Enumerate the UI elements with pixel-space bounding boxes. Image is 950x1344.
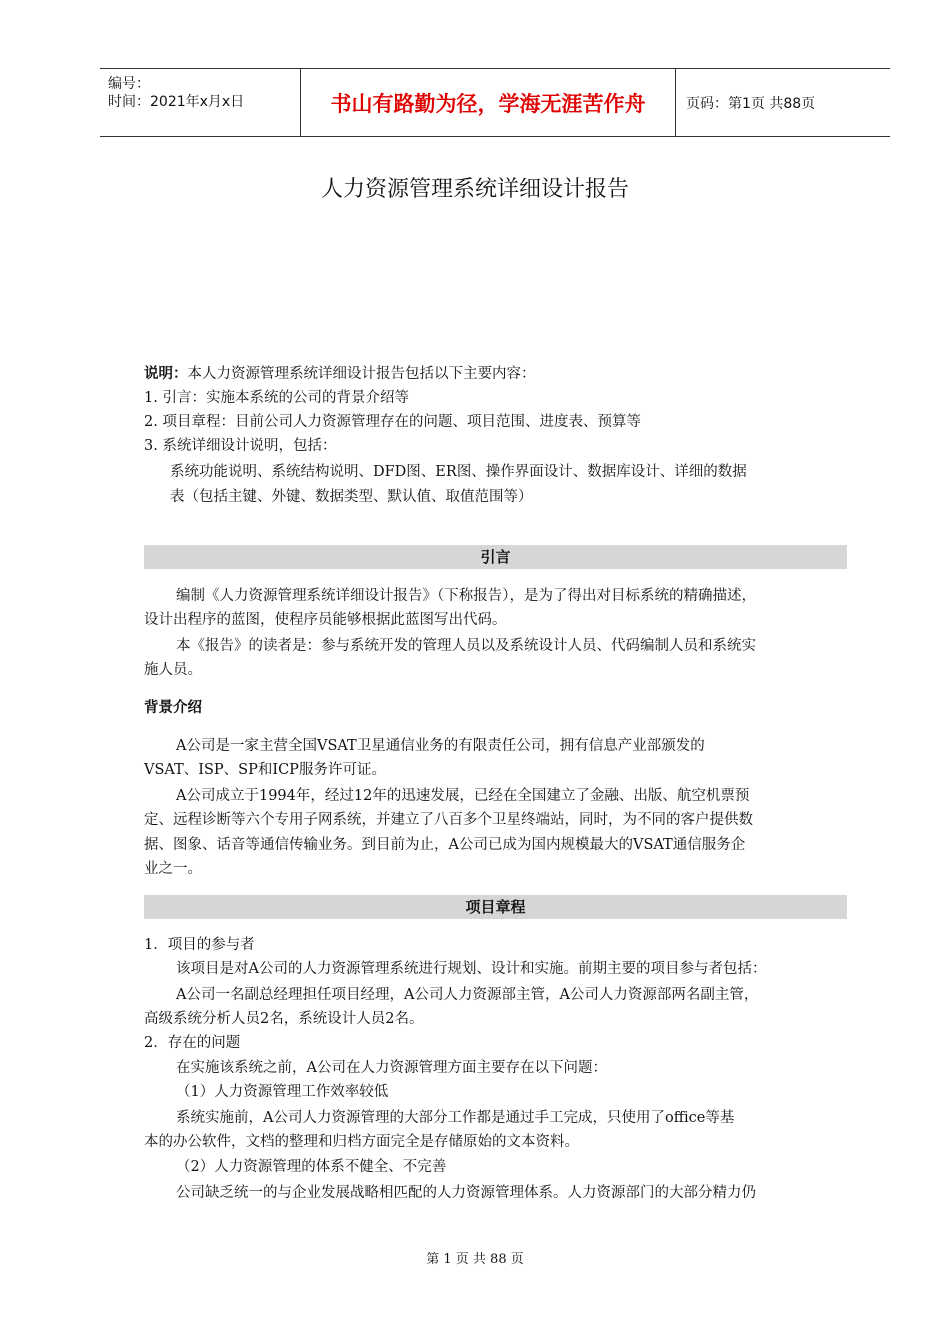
background-line-4: 定、远程诊断等六个专用子网系统，并建立了八百多个卫星终端站，同时，为不同的客户提供数 — [144, 812, 753, 828]
number-label: 编号： — [108, 76, 150, 92]
intro-line-4: 施人员。 — [144, 662, 202, 678]
time-label: 时间：2021年x月x日 — [108, 94, 245, 110]
project-line-11: 公司缺乏统一的与企业发展战略相匹配的人力资源管理体系。人力资源部门的大部分精力仍 — [176, 1185, 756, 1201]
project-line-9: 本的办公软件，文档的整理和归档方面完全是存储原始的文本资料。 — [144, 1134, 579, 1150]
section-heading-project: 项目章程 — [144, 895, 847, 919]
header-motto: 书山有路勤为径，学海无涯苦作舟 — [301, 69, 676, 136]
intro-line-1: 编制《人力资源管理系统详细设计报告》（下称报告），是为了得出对目标系统的精确描述， — [176, 588, 756, 604]
background-line-3: A公司成立于1994年，经过12年的迅速发展，已经在全国建立了金融、出版、航空机票预 — [176, 788, 750, 804]
section-heading-intro: 引言 — [144, 545, 847, 569]
background-heading: 背景介绍 — [144, 700, 202, 716]
project-line-3: A公司一名副总经理担任项目经理，A公司人力资源部主管，A公司人力资源部两名副主管， — [176, 987, 759, 1003]
project-line-2: 该项目是对A公司的人力资源管理系统进行规划、设计和实施。前期主要的项目参与者包括： — [176, 961, 767, 977]
project-line-10: （2）人力资源管理的体系不健全、不完善 — [176, 1159, 447, 1175]
page-footer: 第 1 页 共 88 页 — [426, 1252, 524, 1267]
background-line-1: A公司是一家主营全国VSAT卫星通信业务的有限责任公司，拥有信息产业部颁发的 — [176, 738, 705, 754]
project-line-6: 在实施该系统之前，A公司在人力资源管理方面主要存在以下问题： — [176, 1060, 607, 1076]
document-title: 人力资源管理系统详细设计报告 — [320, 177, 629, 202]
project-line-4: 高级系统分析人员2名，系统设计人员2名。 — [144, 1011, 424, 1027]
background-line-5: 据、图象、话音等通信传输业务。到目前为止，A公司已成为国内规模最大的VSAT通信服务企 — [144, 837, 746, 853]
header-meta — [100, 69, 301, 136]
intro-item-2: 2. 项目章程：目前公司人力资源管理存在的问题、项目范围、进度表、预算等 — [144, 414, 641, 430]
page-header — [100, 68, 890, 137]
project-line-5: 2．存在的问题 — [144, 1035, 241, 1051]
intro-line-3: 本《报告》的读者是：参与系统开发的管理人员以及系统设计人员、代码编制人员和系统实 — [176, 638, 756, 654]
intro-label: 说明： — [144, 366, 188, 382]
intro-text: 本人力资源管理系统详细设计报告包括以下主要内容： — [187, 366, 536, 382]
project-line-1: 1．项目的参与者 — [144, 937, 255, 953]
header-page-info: 页码：第1页 共88页 — [686, 95, 816, 112]
intro-line-2: 设计出程序的蓝图，使程序员能够根据此蓝图写出代码。 — [144, 612, 507, 628]
intro-item-3-detail-1: 系统功能说明、系统结构说明、DFD图、ER图、操作界面设计、数据库设计、详细的数据 — [170, 464, 747, 480]
intro-item-1: 1. 引言：实施本系统的公司的背景介绍等 — [144, 390, 409, 406]
project-line-8: 系统实施前，A公司人力资源管理的大部分工作都是通过手工完成，只使用了office等基 — [176, 1110, 735, 1126]
intro-item-3-detail-2: 表（包括主键、外键、数据类型、默认值、取值范围等） — [170, 489, 533, 505]
background-line-2: VSAT、ISP、SP和ICP服务许可证。 — [144, 762, 386, 778]
intro-paragraph — [144, 362, 864, 386]
intro-item-3: 3. 系统详细设计说明，包括： — [144, 438, 337, 454]
project-line-7: （1）人力资源管理工作效率较低 — [176, 1084, 389, 1100]
background-line-6: 业之一。 — [144, 861, 202, 877]
